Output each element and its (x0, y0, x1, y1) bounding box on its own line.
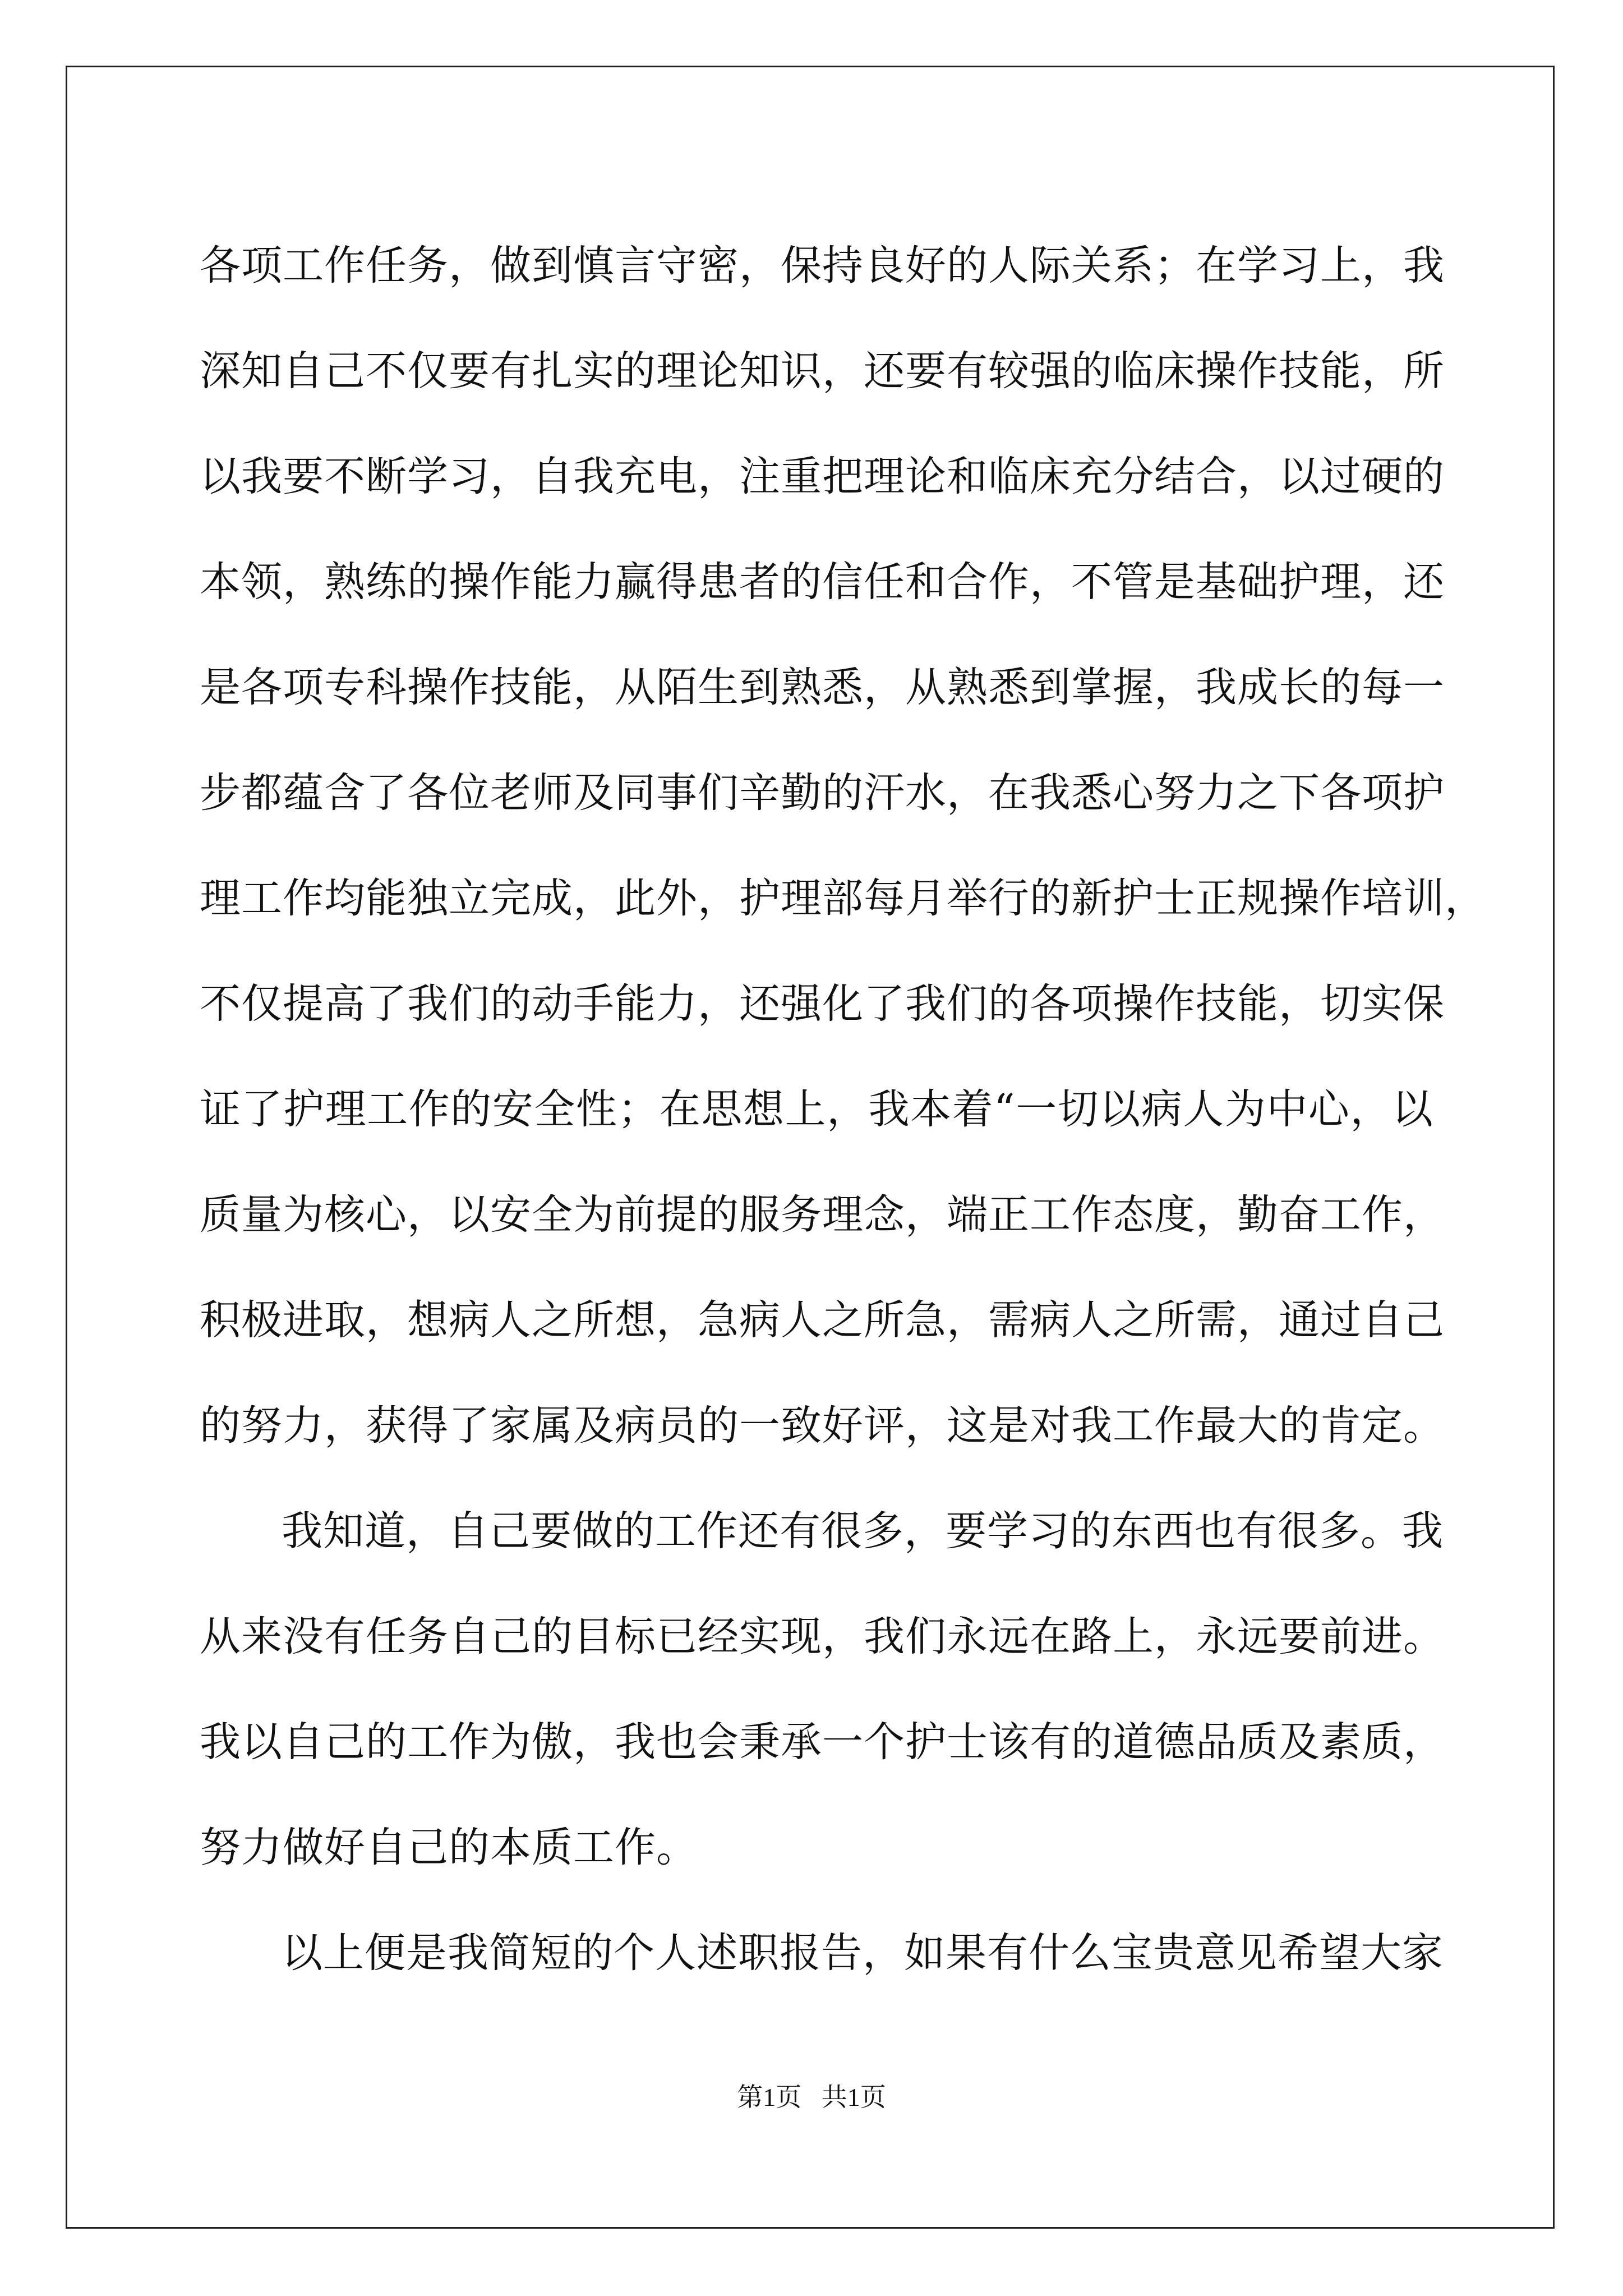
paragraph-line-indented: 我知道，自己要做的工作还有很多，要学习的东西也有很多。我 (282, 1507, 1444, 1555)
paragraph-line: 的努力，获得了家属及病员的一致好评，这是对我工作最大的肯定。 (200, 1402, 1445, 1450)
paragraph-line-last: 努力做好自己的本质工作。 (200, 1824, 698, 1871)
paragraph-line: 从来没有任务自己的目标已经实现，我们永远在路上，永远要前进。 (200, 1613, 1445, 1660)
paragraph-line: 深知自己不仅要有扎实的理论知识，还要有较强的临床操作技能，所 (200, 347, 1445, 395)
page-number: 第1页 (737, 2083, 802, 2111)
paragraph-line: 不仅提高了我们的动手能力，还强化了我们的各项操作技能，切实保 (200, 980, 1445, 1028)
paragraph-line: 本领，熟练的操作能力赢得患者的信任和合作，不管是基础护理，还 (200, 558, 1445, 606)
paragraph-line: 各项工作任务，做到慎言守密，保持良好的人际关系；在学习上，我 (200, 242, 1445, 289)
paragraph-line: 是各项专科操作技能，从陌生到熟悉，从熟悉到掌握，我成长的每一 (200, 664, 1445, 711)
page-footer (0, 2077, 1623, 2114)
paragraph-line: 以我要不断学习，自我充电，注重把理论和临床充分结合，以过硬的 (200, 453, 1445, 500)
page-total: 共1页 (821, 2083, 886, 2111)
paragraph-line-indented: 以上便是我简短的个人述职报告，如果有什么宝贵意见希望大家 (282, 1929, 1444, 1977)
paragraph-line: 步都蕴含了各位老师及同事们辛勤的汗水，在我悉心努力之下各项护 (200, 769, 1445, 817)
paragraph-line: 证了护理工作的安全性；在思想上，我本着“一切以病人为中心，以 (200, 1085, 1433, 1133)
document-body (200, 213, 1486, 2006)
paragraph-line: 积极进取，想病人之所想，急病人之所急，需病人之所需，通过自己 (200, 1296, 1445, 1344)
paragraph-line: 我以自己的工作为傲，我也会秉承一个护士该有的道德品质及素质， (200, 1718, 1445, 1766)
paragraph-line: 理工作均能独立完成，此外，护理部每月举行的新护士正规操作培训， (200, 875, 1486, 922)
paragraph-line: 质量为核心，以安全为前提的服务理念，端正工作态度，勤奋工作， (200, 1191, 1445, 1239)
